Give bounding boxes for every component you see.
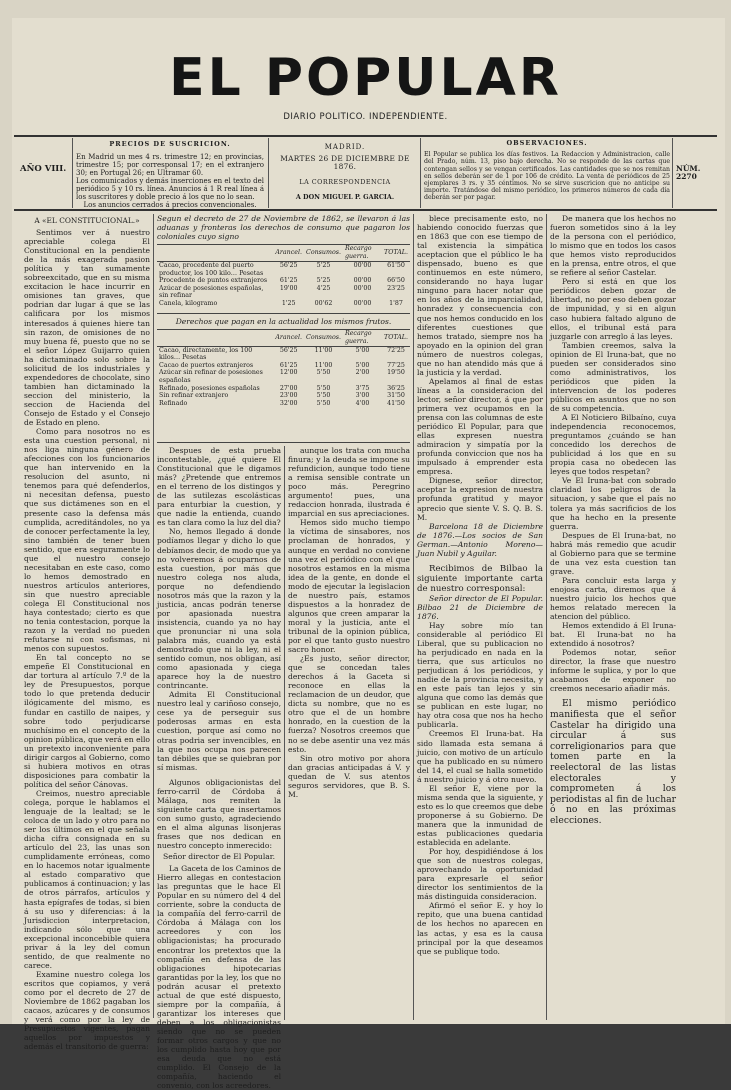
correspondence-label: LA CORRESPONDENCIA — [299, 178, 391, 186]
table-row: Cacao, procedente del puerto productor, los 100 kilo… Pesetas 56'25 5'25 00'00 61'50 — [159, 262, 405, 277]
header-divider — [420, 138, 421, 208]
dateline-box — [272, 143, 418, 201]
article-intro: El mismo periódico manifiesta que el señor Castelar ha dirigido una circular á sus correligionarios para que tomen parte en la reelectoral de las listas electorales y comprometen á los periodistas al fin de luchar ó no en las próximas elecciones. — [550, 698, 676, 827]
article-paragraph: Creimos, nuestro apreciable colega, porque le hablamos el lenguaje de la lealtad; se le coloca de un lado y otro para no ser los últimos en el que señala dicha cifra consignada en su artículo del 23, las unas son cumplidamente erróneas, como en lo hacemos notar igualmente al estado comparativo que publicamos á continuacion; y las de otros párrafos, artículos y hasta epígrafes de todas, si bien á su uso y diferencias: á la Jurisdiccion interpretacion, indicando sólo que una excepcional inconcebible quiera privar á la ley del comun sentido, de que realmente no carece. — [24, 788, 150, 970]
table-header: Consumos. — [304, 245, 343, 262]
header-bottom-rule — [14, 209, 717, 211]
table-row: Procedente de puntos extranjeros 61'25 5'25 00'00 66'50 — [159, 277, 405, 285]
article-paragraph: La Gaceta de los Caminos de Hierro allegas en contestacion las preguntas que le hace El Popular en su número del 4 del corriente, sobre la conducta de la compañía del ferro-carril de Córdoba á Málaga con los acreedores y con los obligacionistas; ha procurado encontrar los pretextos que la compañía en defensa de las obligaciones hipotecarias garantidas por la ley, los que no podrán acusar el pretexto actual de que esté dispuesto, siempre por la compañía, á garantizar los intereses que deben a los obligacionistas siendo que no se pueden formar otros cargos y que no los cumplido hasta hoy que por esa deuda que no está cumplido. El Consejo de la compañía, haciendo el convenio, con los acreedores. — [157, 864, 281, 1090]
table-header: Recargo guerra. — [343, 245, 382, 262]
observations-title: OBSERVACIONES. — [506, 139, 588, 147]
article-paragraph: Ve El Iruna-bat con sobrado claridad los peligros de la situacion, y sabe que el país no tolera ya más sacrificios de los que ha hecho en la presente guerra. — [550, 476, 676, 531]
article-paragraph: blece precisamente esto, no habiendo conocido fuerzas que en 1863 que con ese tiempo de tal existencia la simpática aceptacion que el público le ha dispensado, bueno es que continuemos en este número, considerando no haya lugar ninguno para hacer notar que en los años de la imparcialidad, honradez y consecuencia con que nos hemos conducido en los diferentes cuestiones que hemos tratado, siempre nos ha apoyado en la opinion del gran número de nuestros colegas, que no han atendido más que á la justicia y la verdad. — [417, 214, 543, 377]
tariff-bottom-rule — [157, 442, 410, 443]
article-paragraph: Creemos El Iruna-bat. Ha sido llamada esta semana á juicio, con motivo de un artículo que ha publicado en su número del 14, el cual se halla sometido á nuestro juicio y á otro nuevo. — [417, 729, 543, 784]
article-paragraph: Por hoy, despidiéndose á los que son de nuestros colegas, aprovechando la oportunidad para expresarle el señor director los sentimientos de la más distinguida consideracion. — [417, 847, 543, 902]
year-label: AÑO VIII. — [20, 164, 67, 174]
article-signature: Barcelona 18 de Diciembre de 1876.—Los socios de San German.—Antonio Moreno—Juan Nubil y Aguilar. — [417, 521, 543, 558]
masthead-title: EL POPULAR — [169, 48, 562, 108]
article-paragraph: De manera que los hechos no fueron sometidos sino á la ley de la persona con el periódico, lo mismo que en todos los casos que hemos visto reproducidos en la prensa, entre otros, el que se refiere al señor Castelar. — [550, 214, 676, 278]
header-divider — [72, 138, 73, 208]
article-paragraph: Como para nosotros no es esta una cuestion personal, ni nos liga ninguna género de afecciones con los funcionarios que han intervenido en la resolucion del asunto, ni tenemos para qué defenderlos, ni necesitan defensa, puesto que sus dictámenes son en el presente caso la defensa más cumplida, acreditándoles, no ya de conocer perfectamente la ley, sino también de tener buen sentido, que era seguramente lo que el nuestro consejo necesitaban en este caso, como lo hemos demostrado en nuestros artículos anteriores, sin que nuestro apreciable colega El Constitucional nos haya contestado; cierto es que no tenia contestacion, porque la razon y la verdad no pueden refutarse ni con sofismas, ni menos con supuestos. — [24, 427, 150, 654]
table-header: Arancel. — [273, 329, 304, 346]
table-row: Sin refinar extranjero 23'00 5'50 3'00 31'50 — [159, 392, 405, 400]
article-paragraph: Afirmó el señor E. y hoy lo repito, que una buena cantidad de los hechos no aparecen en las actas, y esa es la causa principal por la que deseamos que se publique todo. — [417, 901, 543, 956]
table-header: TOTAL. — [382, 329, 410, 346]
article-paragraph: Examine nuestro colega los escritos que copiamos, y verá como por el decreto de 27 de Noviembre de 1862 pagaban los cacaos, azúcares y de consumos y verá como por la ley de Presupuestos vigentes, pagan aquellos por impuestos y además el transitorio de guerra: — [24, 969, 150, 1052]
table-row: Azúcar sin refinar de posesiones españolas 12'00 5'50 2'00 19'50 — [159, 369, 405, 384]
issue-number: NÚM. 2270 — [676, 164, 701, 181]
table-row: Refinado, posesiones españolas 27'00 5'50 3'75 36'25 — [159, 384, 405, 392]
tariff-heading-2: Derechos que pagan en la actualidad los mismos frutos. — [157, 313, 410, 326]
column-rule — [413, 214, 414, 1020]
subscription-title: PRECIOS DE SUSCRICION. — [109, 140, 231, 148]
observations-box — [424, 140, 670, 202]
column-4 — [417, 214, 543, 1020]
column-5 — [550, 214, 676, 1020]
article-paragraph: Hemos extendido á El Iruna-bat. El Iruna-bat no ha extendido á nosotros? — [550, 621, 676, 649]
column-rule — [546, 214, 547, 1020]
article-paragraph: El señor E, viene por la misma senda que la siguiente, y esto es lo que creemos que debe proponerse á su Gobierno. De manera que la inmunidad de estas publicaciones quedaria establecida en adelante. — [417, 783, 543, 848]
article-paragraph: Algunos obligacionistas del ferro-carril de Córdoba á Málaga, nos remiten la siguiente carta que insertamos con sumo gusto, agradeciendo en el alma algunas lisonjeras frases que nos dedican en nuestro concepto inmerecido: — [157, 777, 281, 851]
header-divider — [268, 138, 269, 208]
table-row: Cacao de puertos extranjeros 61'25 11'00 5'00 77'25 — [159, 361, 405, 369]
header-divider — [672, 138, 673, 208]
correspondence-addressee: A DON MIGUEL P. GARCIA. — [295, 193, 395, 201]
article-paragraph: Pero si está en que los periódicos deben gozar de libertad, no por eso deben gozar de impunidad, y si en algun caso hubiera faltado alguno de ellos, el tribunal está para juzgarle con arreglo á las leyes. — [550, 277, 676, 341]
column-rule — [153, 214, 154, 1018]
article-paragraph: aunque los trata con mucha finura; y la deuda se impone su refundicion, aunque todo tiene a remisa sensible contrate un poco más. Peregrino argumento! pues, una redaccion honrada, ilustrada é imparcial en sus apreciaciones. — [288, 446, 410, 519]
column-1 — [24, 214, 150, 1052]
article-paragraph: Admita El Constitucional nuestro leal y cariñoso consejo, cese ya de perseguir sus poderosas armas en esta cuestion, porque así como no otras podria ser invencibles, en la que nos ocupa nos parecen tan débiles que se quiebran por sí mismas. — [157, 690, 281, 772]
article-paragraph: Sentimos ver á nuestro apreciable colega El Constitucional en la pendiente de la más exagerada pasion política y tan sumamente sobreexcitado, que en su misma excitacion le hace incurrir en omisiones tan graves, que podrian dar lugar á que se las calificara por los mismos interesados á quienes hiere tan sin razon, de omisiones de no muy buena fé, puesto que no se el señor López Guijarro quien ha dictaminado solo sobre la solicitud de los industriales y expendedores de chocolate, sino tambien han dictaminado la seccion del ministerio, la seccion de Hacienda del Consejo de Estado y el Consejo de Estado en pleno. — [24, 228, 150, 428]
table-row: Cacao, directamente, los 100 kilos… Pesetas 56'25 11'00 5'00 72'25 — [159, 346, 405, 362]
article-paragraph: ¿Es justo, señor director, que se concedan tales derechos á la Gaceta si reconoce en ellas la reclamacion de un deudor, que dicta su nombre, que no es otro que el de un hombre honrado, en la cuestion de la fuerza? Nosotros creemos que no se debe asentir una vez más esto. — [288, 654, 410, 754]
table-header: Arancel. — [273, 245, 304, 262]
table-header: TOTAL. — [382, 245, 410, 262]
article-paragraph: Tambien creemos, salva la opinion de El Iruna-bat, que no pueden ser considerados sino como administrativos, los periódicos que piden la intervencion de los poderes públicos en asuntos que no son de su competencia. — [550, 340, 676, 413]
tariff-table-2 — [157, 329, 410, 408]
table-row: Azúcar de posesiones españolas, sin refinar 19'00 4'25 00'00 23'25 — [159, 284, 405, 300]
column-3 — [288, 446, 410, 1020]
city-label: MADRID. — [324, 143, 366, 151]
article-paragraph: Hay sobre mío tan considerable al periódico El Liberal, que su publicacion no ha perjudicado en nada en la tierra, que sus artículos no perjudican á los periódicos, y nadie de la provincia necesita, y en este país tan lejos y sin alguna que como las demás que se publican en este lugar, no hay otra cosa que nos ha hecho publicarla. — [417, 620, 543, 730]
article-paragraph: Despues de esta prueba incontestable, ¿qué quiere El Constitucional que le digamos más? ¿Pretende que entremos en el terreno de los distingos y de las sutilezas escolásticas para enturbiar la cuestion, y que nadie la entienda, cuando es tan clara como la luz del dia? — [157, 446, 281, 528]
subscription-ads: Los comunicados y demás inserciones en el texto del periódico 5 y 10 rs. línea. Anuncios á 1 R real línea á los suscritores y doble precio á los que no lo sean. — [76, 177, 264, 201]
subscription-closed-ads: Los anuncios cerrados á precios convencionales. — [83, 201, 257, 209]
table-header: Recargo guerra. — [343, 329, 382, 346]
article-paragraph: Hemos sido mucho tiempo la víctima de sinsabores, nos proclaman de honrados, y aunque en verdad no conviene una vez el periódico con el que nosotros estamos en la misma idea de la gente, en donde el modo de ejecutar la legislacion de nuestro país, estamos dispuestos a la honradez de algunos que creen amparar la moral y la justicia, ante el tribunal de la opinion pública, por el que tanto gusto nuestro sacro honor. — [288, 518, 410, 655]
tariff-table-1 — [157, 244, 410, 308]
article-heading: A «EL CONSTITUCIONAL.» — [34, 216, 140, 225]
article-paragraph: A El Noticiero Bilbaíno, cuya independencia reconocemos, preguntamos ¿cuándo se han concedido los derechos de publicidad á los que en su propia casa no obedecen las leyes que todos respetan? — [550, 413, 676, 477]
article-paragraph: Sin otro motivo por ahora dan gracias anticipadas á V. y quedan de V. sus atentos seguros servidores, que B. S. M. — [288, 753, 410, 799]
article-paragraph: No, hemos llegado á donde podíamos llegar y dicho lo que debíamos decir, de modo que ya no volveremos á ocuparnos de esta cuestion, por más que nuestro colega nos aluda, porque no defendiendo nosotros más que la razon y la justicia, ancas podrán tenerse por apasionada nuestra insistencia, cuando ya no hay que pronunciar ni una sola palabra más, cuando ya está demostrado que ni la ley, ni el sentido comun, nos obligan, así como apasionada y ciega aparece hoy la de nuestro contrincante. — [157, 527, 281, 691]
header-top-rule — [14, 135, 717, 137]
table-row: Refinado 32'00 5'50 4'00 41'50 — [159, 399, 405, 407]
article-paragraph: Despues de El Iruna-bat, no habrá más remedio que acudir al Gobierno para que se termine de una vez esta cuestion tan grave. — [550, 530, 676, 576]
observations-text: El Popular se publica los días festivos. La Redaccion y Administracion, calle del Prado, núm. 13, piso bajo derecha. No se responde de las cartas que contengan sellos y se vengan certificados. Las cantidades que se nos remitan en sellos deberán ser de 1 por 106 de crédito. La venta de periódicos de 25 ejemplares 3 rs. y 35 céntimos. No se sirve suscricion que no anticipe su importe. Tratándose del mismo periódico, los primeros números de cada día deberán ser por pagar. — [424, 151, 670, 202]
table-header: Consumos. — [304, 329, 343, 346]
letter-salutation: Señor director de El Popular. Bilbao 21 de Diciembre de 1876. — [417, 593, 543, 621]
masthead-subtitle: DIARIO POLITICO. INDEPENDIENTE. — [283, 112, 448, 122]
article-intro: Recibimos de Bilbao la siguiente importante carta de nuestro corresponsal: — [417, 563, 543, 594]
article-paragraph: Para concluir esta larga y enojosa carta, diremos que á nuestro juicio los hechos que hemos relatado merecen la atencion del público. — [550, 575, 676, 622]
subscription-box — [76, 140, 264, 209]
article-paragraph: Apelamos al final de estas líneas a la consideracion del lector, señor director, á que por primera vez ocupamos en la prensa con las columnas de este periódico El Popular, para que ellas expresen nuestra admiracion y simpatía por la profunda conviccion que nos ha impulsado á emprender esta empresa. — [417, 376, 543, 477]
article-paragraph: En tal concepto no se empeñe El Constitucional en dar tortura al artículo 7.º de la ley de Presupuestos, porque todo lo que pretenda deducir ilógicamente del mismo, es fundar en castillo de naipes, y sobre todo perjudicarse muchísimo en el concepto de la opinion pública, que verá en ello un pretexto inconveniente para dirigir cargos al Gobierno, como si hubiera motivos en otras disposiciones para combatir la política del señor Cánovas. — [24, 653, 150, 789]
issue-date: MARTES 26 DE DICIEMBRE DE 1876. — [280, 154, 410, 171]
letter-salutation: Señor director de El Popular. — [163, 852, 275, 862]
table-row: Canela, kilogramo 1'25 00'62 00'00 1'87 — [159, 299, 403, 307]
article-paragraph: Dignese, señor director, aceptar la expresion de nuestra profunda gratitud y mayor aprecio que siente V. S. Q. B. S. M. — [417, 476, 543, 522]
tariff-heading: Segun el decreto de 27 de Noviembre de 1862, se llevaron á las aduanas y fronteras los derechos de consumo que pagaron los coloniales cuyo signo — [157, 214, 410, 241]
subscription-prices: En Madrid un mes 4 rs. trimestre 12; en provincias, trimestre 15; por corresponsal 17; en el extranjero 30; en Portugal 26; en Ultramar 60. — [76, 153, 264, 177]
article-paragraph: Podemos notar, señor director, la frase que nuestro informe le suplica, y por lo que acabamos de exponer no creemos necesario añadir más. — [550, 648, 676, 694]
tariff-block — [157, 214, 410, 440]
column-rule — [284, 446, 285, 1020]
column-2 — [157, 446, 281, 1090]
